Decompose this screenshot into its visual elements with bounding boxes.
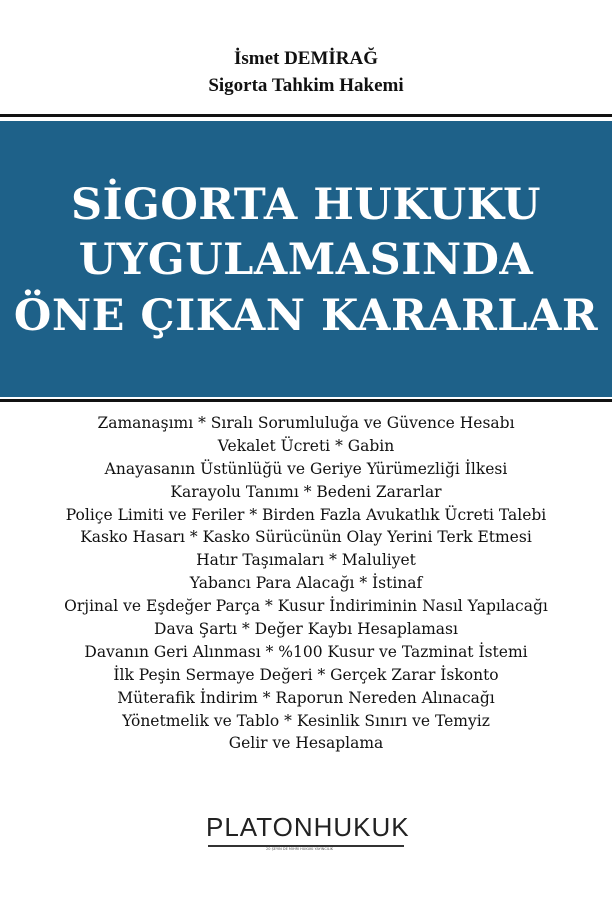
band-top-rule <box>0 114 612 117</box>
band-bottom-rule <box>0 399 612 402</box>
topic-item: Müterafik İndirim * Raporun Nereden Alınacağı <box>117 688 495 707</box>
title-line-3: ÖNE ÇIKAN KARARLAR <box>13 291 599 341</box>
topic-item: Orjinal ve Eşdeğer Parça * Kusur İndiriminin Nasıl Yapılacağı <box>64 597 548 616</box>
topic-item: Poliçe Limiti ve Feriler * Birden Fazla Avukatlık Ücreti Talebi <box>65 505 547 524</box>
publisher-logo <box>206 812 410 852</box>
author-name: İsmet DEMİRAĞ <box>233 48 379 69</box>
topic-list <box>0 412 612 755</box>
publisher-logo-text: PLATONHUKUK <box>206 812 410 842</box>
topic-item: Dava Şartı * Değer Kaybı Hesaplaması <box>154 620 458 639</box>
topic-item: Zamanaşımı * Sıralı Sorumluluğa ve Güvence Hesabı <box>97 414 515 432</box>
author-role: Sigorta Tahkim Hakemi <box>208 75 404 96</box>
topic-item: Yönetmelik ve Tablo * Kesinlik Sınırı ve Temyiz <box>122 711 490 730</box>
topic-item: Hatır Taşımaları * Maluliyet <box>196 551 416 570</box>
topic-item: Davanın Geri Alınması * %100 Kusur ve Tazminat İstemi <box>84 642 528 661</box>
title-line-2: UYGULAMASINDA <box>78 235 534 285</box>
topic-item: Yabancı Para Alacağı * İstinaf <box>189 574 423 593</box>
topic-item: Gelir ve Hesaplama <box>228 734 384 753</box>
publisher-tagline: 20 ŞEYİN DE MİHRİ HUKUKİ YAYINCILIK <box>266 847 334 851</box>
title-line-1: SİGORTA HUKUKU <box>70 180 542 230</box>
topic-item: İlk Peşin Sermaye Değeri * Gerçek Zarar İskonto <box>113 665 499 684</box>
topic-item: Vekalet Ücreti * Gabin <box>217 436 395 455</box>
topic-item: Karayolu Tanımı * Bedeni Zararlar <box>170 482 442 501</box>
topic-item: Anayasanın Üstünlüğü ve Geriye Yürümezliği İlkesi <box>104 459 508 478</box>
topic-item: Kasko Hasarı * Kasko Sürücünün Olay Yerini Terk Etmesi <box>80 528 532 547</box>
